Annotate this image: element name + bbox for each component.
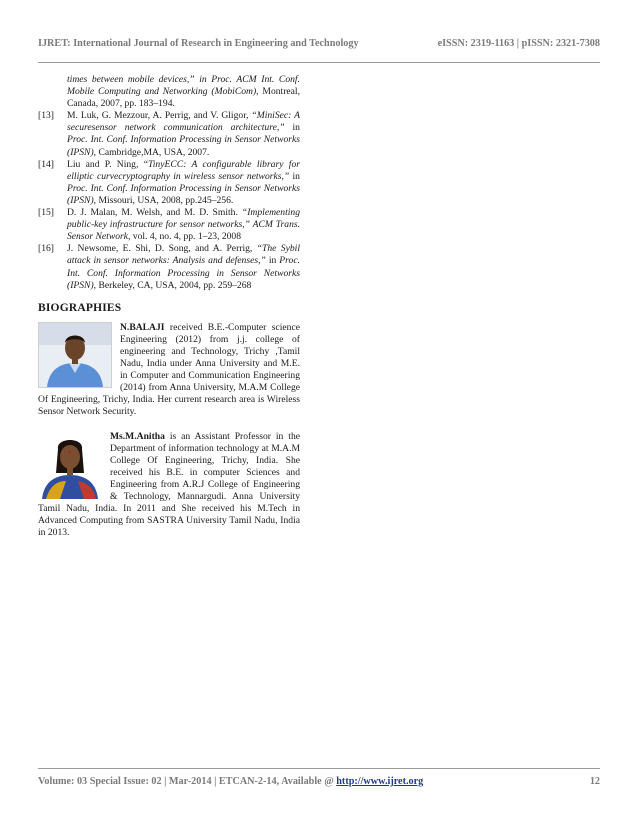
journal-link[interactable]: http://www.ijret.org xyxy=(336,776,424,787)
reference-14: [14] Liu and P. Ning, “TinyECC: A configurable library for elliptic curvecryptography in wireless sensor networks,” in Proc. Int. Conf. Information Processing in Sensor Networks (IPSN), Missouri, USA, 2008, pp.245–256. xyxy=(38,158,300,206)
reference-16: [16] J. Newsome, E. Shi, D. Song, and A. Perrig, “The Sybil attack in sensor networks: Analysis and defenses,” in Proc. Int. Conf. Information Processing in Sensor Networks (IPSN), Berkeley, CA, USA, 2004, pp. 259–268 xyxy=(38,243,300,291)
reference-continuation: times between mobile devices,” in Proc. ACM Int. Conf. Mobile Computing and Networking (MobiCom), Montreal, Canada, 2007, pp. 183–194. xyxy=(67,74,300,110)
journal-title: IJRET: International Journal of Research in Engineering and Technology xyxy=(38,38,359,49)
biography-balaji xyxy=(38,322,300,419)
bio-name: N.BALAJI xyxy=(120,321,165,333)
issn-info: eISSN: 2319-1163 | pISSN: 2321-7308 xyxy=(437,38,600,49)
reference-number: [15] xyxy=(38,207,54,219)
page-number: 12 xyxy=(589,776,600,787)
author-photo-balaji xyxy=(38,322,112,388)
reference-number: [16] xyxy=(38,243,54,255)
bio-text: is an Assistant Professor in the Department of information technology at M.A.M College Of Engineering, Trichy, India. She received his B.E. in computer Sciences and Engineering from A.R.J College of Engineering & Technology, Mannargudi. Anna University Tamil Nadu, India. In 2011 and She received his M.Tech in Advanced Computing from SASTRA University Tamil Nadu, India in 2013. xyxy=(38,430,300,539)
biography-anitha xyxy=(38,431,300,540)
biographies-heading: BIOGRAPHIES xyxy=(38,301,122,314)
footer-info: Volume: 03 Special Issue: 02 | Mar-2014 | ETCAN-2-14, Available @ http://www.ijret.org xyxy=(38,776,424,787)
reference-13: [13] M. Luk, G. Mezzour, A. Perrig, and V. Gligor, “MiniSec: A securesensor network communication architecture,” in Proc. Int. Conf. Information Processing in Sensor Networks (IPSN), Cambridge,MA, USA, 2007. xyxy=(38,110,300,158)
header-divider xyxy=(38,62,600,63)
reference-number: [13] xyxy=(38,110,54,122)
page-footer xyxy=(38,776,600,787)
bio-name: Ms.M.Anitha xyxy=(110,430,165,442)
footer-divider xyxy=(38,768,600,769)
page-header xyxy=(38,38,600,49)
author-photo-anitha xyxy=(38,431,102,499)
reference-number: [14] xyxy=(38,158,54,170)
bio-text: received B.E.-Computer science Engineering (2012) from j.j. college of engineering and Technology, Trichy ,Tamil Nadu, India under Anna University and M.E. in Computer and Communication Engineering (2014) from Anna University, M.A.M College Of Engineering, Trichy, India. Her current research area is Wireless Sensor Network Security. xyxy=(38,321,300,418)
left-column xyxy=(38,74,300,539)
reference-15: [15] D. J. Malan, M. Welsh, and M. D. Smith. “Implementing public-key infrastructure for sensor networks,” ACM Trans. Sensor Network, vol. 4, no. 4, pp. 1–23, 2008 xyxy=(38,207,300,243)
